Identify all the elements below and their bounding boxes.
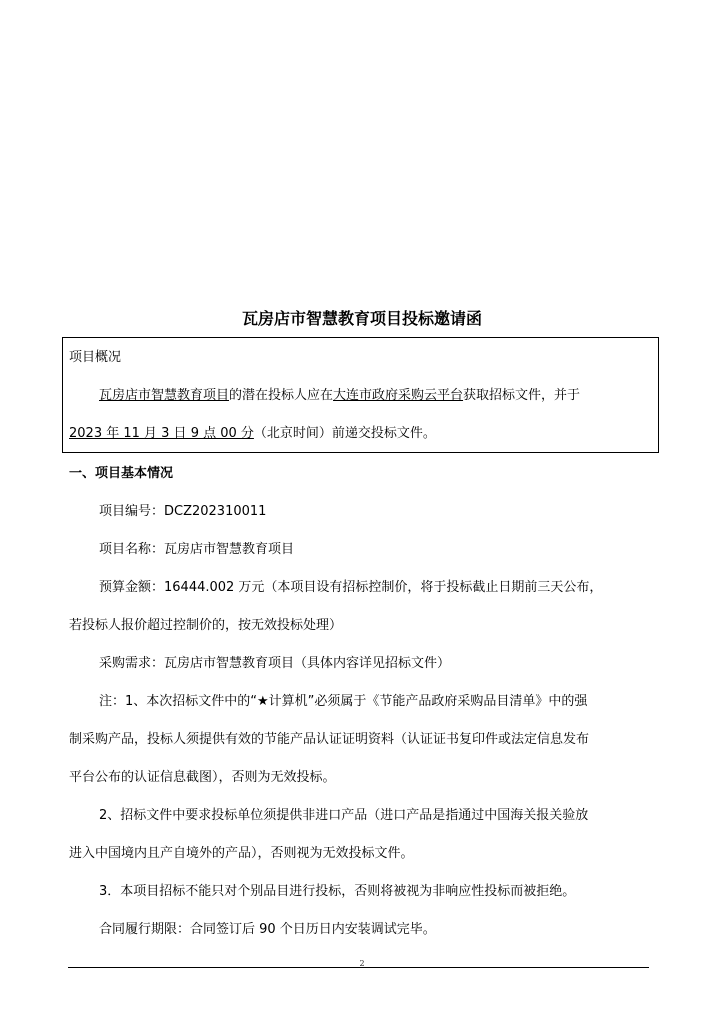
footer-divider [68,967,649,968]
overview-l2-end: （北京时间）前递交投标文件。 [253,426,436,441]
project-number: 项目编号：DCZ202310011 [99,504,267,519]
note2-line-2: 进入中国境内且产自境外的产品），否则视为无效投标文件。 [69,846,414,861]
note2-line-1: 2、招标文件中要求投标单位须提供非进口产品（进口产品是指通过中国海关报关验放 [99,808,589,823]
overview-l1-mid: 的潜在投标人应在 [229,388,334,403]
note1-line-2: 制采购产品，投标人须提供有效的节能产品认证证明资料（认证证书复印件或法定信息发布 [69,732,590,747]
platform-link: 大连市政府采购云平台 [333,388,464,403]
overview-heading: 项目概况 [69,350,122,365]
budget-line-2: 若投标人报价超过控制价的，按无效投标处理） [69,618,343,633]
note1-line-3: 平台公布的认证信息截图），否则为无效投标。 [69,770,336,785]
section-heading: 一、项目基本情况 [69,466,174,481]
project-name-link: 瓦房店市智慧教育项目 [99,388,230,403]
project-name: 项目名称：瓦房店市智慧教育项目 [99,542,295,557]
overview-line-2 [69,425,436,443]
note3: 3．本项目招标不能只对个别品目进行投标，否则将被视为非响应性投标而被拒绝。 [99,884,576,899]
overview-line-1 [99,387,580,405]
budget-line-1: 预算金额：16444.002 万元（本项目设有招标控制价，将于投标截止日期前三天公布， [99,580,603,595]
deadline-date: 2023 年 11 月 3 日 9 点 00 分 [69,426,254,441]
procurement-demand: 采购需求：瓦房店市智慧教育项目（具体内容详见招标文件） [99,656,451,671]
overview-l1-end: 获取招标文件，并于 [463,388,581,403]
note1-line-1: 注：1、本次招标文件中的“★计算机”必须属于《节能产品政府采购品目清单》中的强 [99,694,588,709]
contract-period: 合同履行期限：合同签订后 90 个日历日内安装调试完毕。 [99,922,436,937]
page-number: 2 [359,959,365,968]
document-title: 瓦房店市智慧教育项目投标邀请函 [241,309,482,328]
